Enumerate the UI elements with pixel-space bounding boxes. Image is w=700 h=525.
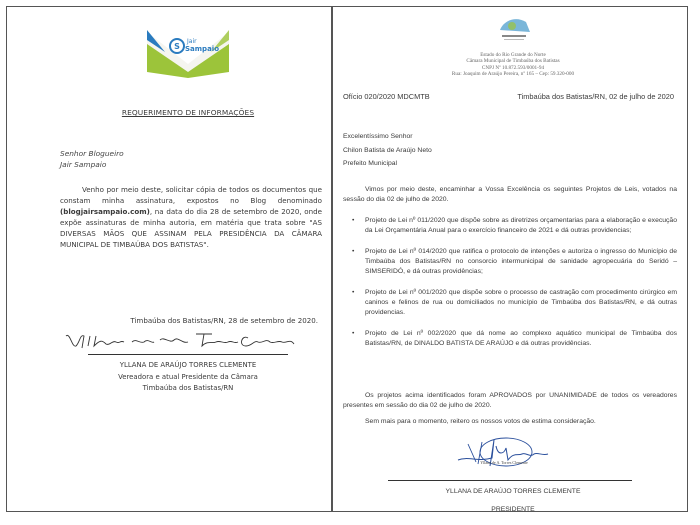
- salutation-line: Senhor Blogueiro: [60, 149, 124, 158]
- document-title: REQUERIMENTO DE INFORMAÇÕES: [121, 108, 255, 117]
- project-item: [340, 329, 677, 349]
- letterhead: [340, 52, 686, 78]
- letterhead-line: Estado do Rio Grande do Norte: [480, 52, 546, 58]
- project-text: Projeto de Lei nº 002/2020 que dá nome ao complexo aquático municipal de Timbaúba dos Batistas/RN, de DINALDO BATISTA DE ARAÚJO e dá outras providências.: [365, 330, 677, 347]
- body-text: Venho por meio deste, solicitar cópia de todos os documentos que constam minha assinatura, expostos no Blog denominado: [60, 185, 322, 205]
- bullet-icon: •: [352, 330, 355, 337]
- oficio-reference: Ofício 020/2020 MDCMTB: [343, 92, 430, 101]
- intro-text: Vimos por meio deste, encaminhar a Vossa Excelência os seguintes Projetos de Leis, votados na sessão do dia 02 de julho de 2020.: [343, 186, 677, 203]
- signer-role: Vereadora e atual Presidente da Câmara: [118, 372, 258, 381]
- salutation: [60, 148, 124, 170]
- project-text: Projeto de Lei nº 001/2020 que dispõe sobre o processo de castração com procedimento cirúrgico em caninos e felinos de rua ou domiciliados no município de Timbaúba dos Batistas/RN, e dá outras providencias.: [365, 289, 677, 316]
- letterhead-line: Câmara Municipal de Timbaúba dos Batistas: [466, 58, 560, 65]
- project-item: [340, 288, 677, 318]
- oficio-date: Timbaúba dos Batistas/RN, 02 de julho de 2020: [517, 92, 674, 101]
- addressee-line: Chilon Batista de Araújo Neto: [343, 146, 432, 154]
- signer-name: YLLANA DE ARAÚJO TORRES CLEMENTE: [119, 361, 257, 369]
- blog-link: (blogjairsampaio.com): [60, 207, 150, 216]
- addressee-line: Excelentíssimo Senhor: [343, 133, 413, 140]
- project-item: [340, 216, 677, 236]
- signer-name: YLLANA DE ARAÚJO TORRES CLEMENTE: [445, 488, 581, 495]
- svg-text:Jair: Jair: [187, 38, 197, 45]
- request-body: [60, 184, 322, 250]
- letterhead-line: CNPJ Nº 10.872.593/0001-94: [481, 64, 545, 71]
- addressee-block: [343, 130, 432, 171]
- addressee-line: Prefeito Municipal: [343, 160, 398, 167]
- signer-role: PRESIDENTE: [491, 506, 535, 513]
- salutation-line: Jair Sampaio: [60, 160, 107, 169]
- bullet-icon: •: [352, 248, 355, 255]
- project-text: Projeto de Lei nº 011/2020 que dispõe sobre as diretrizes orçamentarias para a elaboração e execução da Lei Orçamentária Anual para o exercício financeiro de 2021 e dá outras providencias;: [365, 217, 677, 234]
- svg-text:Sampaio: Sampaio: [185, 45, 220, 53]
- signature-line: [88, 354, 288, 355]
- handwritten-signature: [62, 330, 302, 352]
- request-date: Timbaúba dos Batistas/RN, 28 de setembro de 2020.: [130, 316, 318, 325]
- intro-paragraph: [343, 185, 677, 205]
- closing-text: Sem mais para o momento, reitero os nossos votos de estima consideração.: [365, 418, 596, 425]
- signature-with-stamp: [448, 436, 558, 474]
- stamp-text: Yllana de A. Torres Clemente: [480, 460, 528, 465]
- letterhead-line: Rua: Joaquim de Araújo Pereira, nº 165 – Cep: 59.320-000: [451, 71, 575, 78]
- signer-city: Timbaúba dos Batistas/RN: [142, 384, 234, 392]
- jair-sampaio-logo: [147, 24, 229, 78]
- projects-list: [340, 216, 677, 360]
- signer-block: [50, 360, 326, 395]
- oficio-document: [340, 8, 686, 513]
- conclusion-paragraph: [343, 391, 677, 411]
- bullet-icon: •: [352, 289, 355, 296]
- project-item: [340, 247, 677, 277]
- body-text: , na data do dia 28 de setembro de 2020, onde expõe assinaturas de minha autoria, em matéria que trata sobre "AS DIVERSAS MÃOS QUE ASSINAM PELA PRESIDÊNCIA DA CÂMARA MUNICIPAL DE TIMBAÚBA DOS BATISTAS".: [60, 207, 322, 249]
- camara-crest-logo: [496, 14, 532, 44]
- svg-text:S: S: [174, 42, 180, 51]
- project-text: Projeto de Lei nº 014/2020 que ratifica o protocolo de intenções e autoriza o ingresso do Município de Timbaúba dos Batistas/RN no consorcio intermunicipal de sanidade agropecuária do Seridó – SIMSERIDÓ, e dá outras providências;: [365, 248, 677, 275]
- frame-divider: [331, 6, 333, 512]
- conclusion-text: Os projetos acima identificados foram APROVADOS por UNANIMIDADE de todos os vereadores presentes em sessão do dia 02 de julho de 2020.: [343, 392, 677, 409]
- bullet-icon: •: [352, 217, 355, 224]
- requerimento-document: [50, 14, 326, 499]
- signature-line: [388, 480, 632, 481]
